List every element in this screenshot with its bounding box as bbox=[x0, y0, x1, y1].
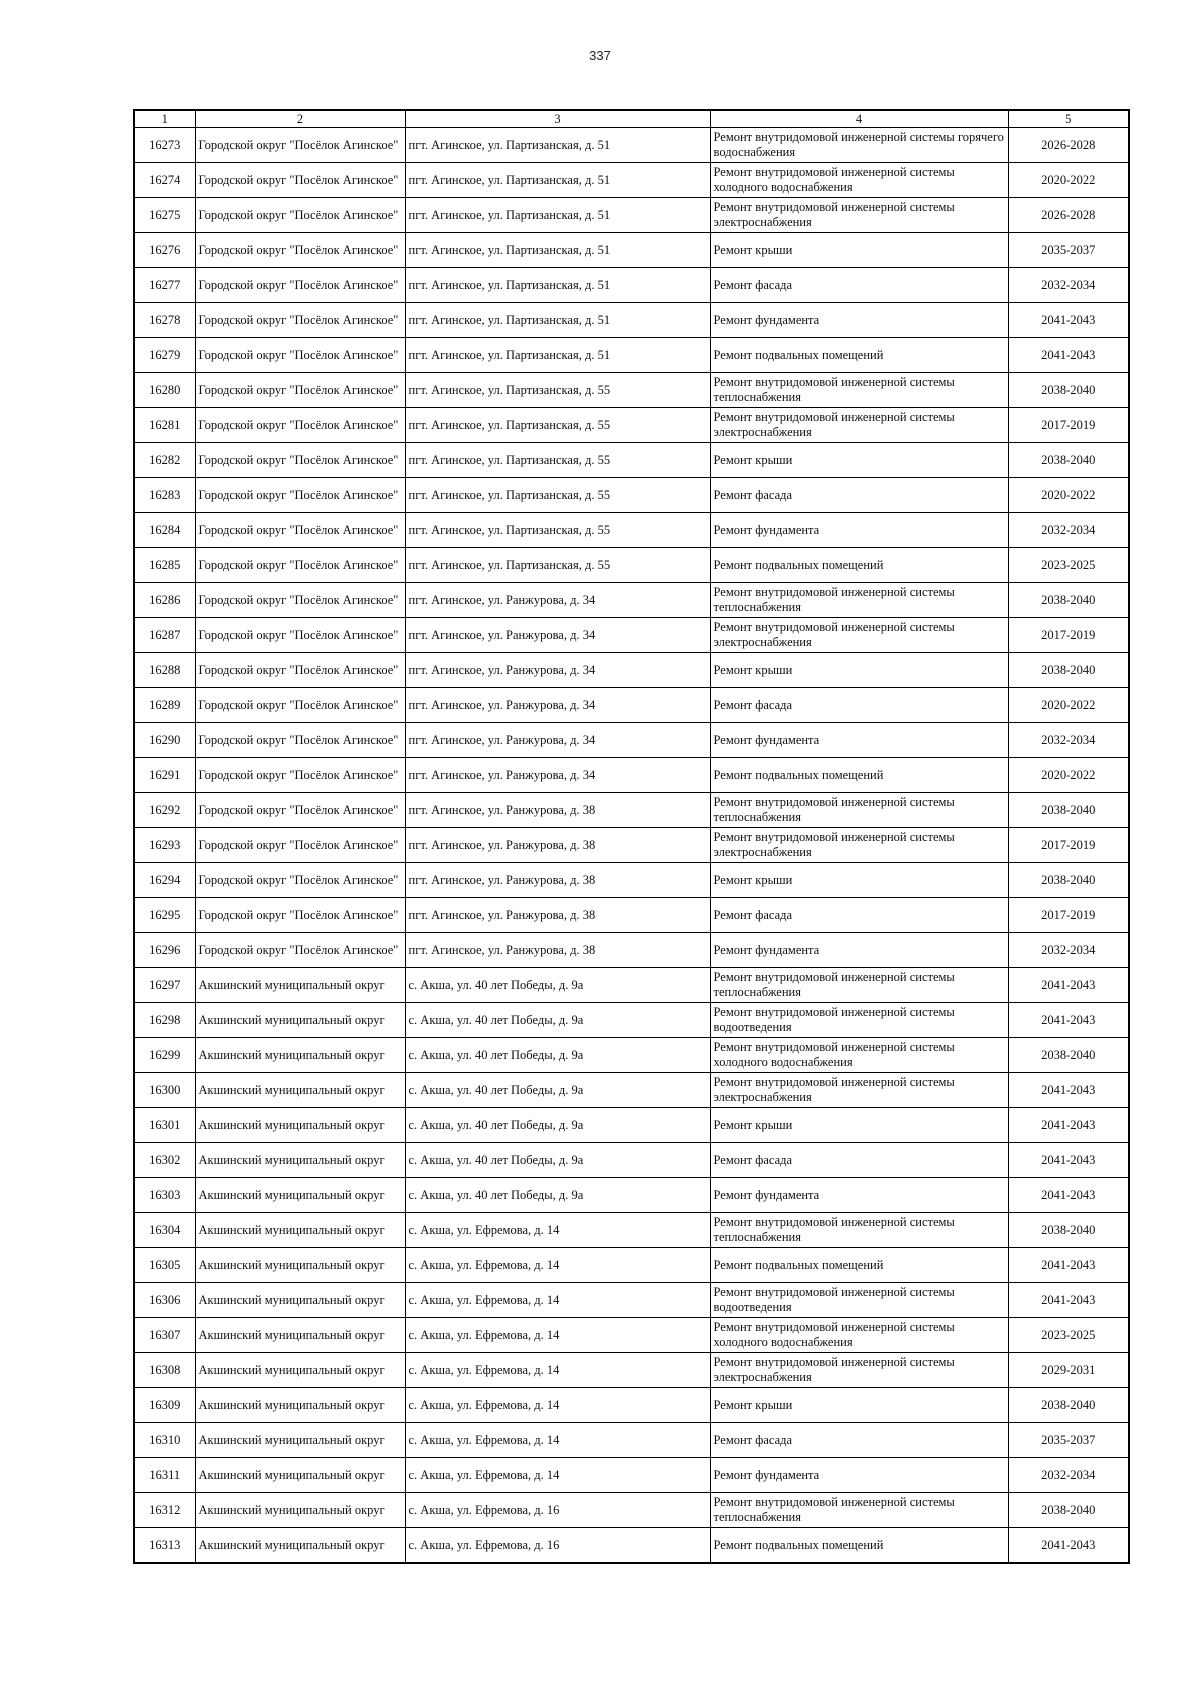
period-cell: 2038-2040 bbox=[1008, 863, 1129, 898]
row-number-cell: 16282 bbox=[134, 443, 195, 478]
address-cell: с. Акша, ул. Ефремова, д. 16 bbox=[405, 1528, 710, 1564]
period-cell: 2041-2043 bbox=[1008, 303, 1129, 338]
municipality-cell: Городской округ "Посёлок Агинское" bbox=[195, 268, 405, 303]
row-number-cell: 16277 bbox=[134, 268, 195, 303]
work-type-cell: Ремонт фундамента bbox=[710, 1178, 1008, 1213]
work-type-cell: Ремонт крыши bbox=[710, 653, 1008, 688]
table-row bbox=[134, 163, 1129, 198]
address-cell: с. Акша, ул. 40 лет Победы, д. 9а bbox=[405, 1038, 710, 1073]
period-cell: 2041-2043 bbox=[1008, 338, 1129, 373]
municipality-cell: Акшинский муниципальный округ bbox=[195, 1073, 405, 1108]
address-cell: с. Акша, ул. 40 лет Победы, д. 9а bbox=[405, 968, 710, 1003]
table-row bbox=[134, 513, 1129, 548]
address-cell: с. Акша, ул. 40 лет Победы, д. 9а bbox=[405, 1108, 710, 1143]
work-type-cell: Ремонт фасада bbox=[710, 478, 1008, 513]
address-cell: пгт. Агинское, ул. Партизанская, д. 55 bbox=[405, 478, 710, 513]
row-number-cell: 16276 bbox=[134, 233, 195, 268]
address-cell: с. Акша, ул. 40 лет Победы, д. 9а bbox=[405, 1073, 710, 1108]
work-type-cell: Ремонт фундамента bbox=[710, 933, 1008, 968]
period-cell: 2041-2043 bbox=[1008, 1143, 1129, 1178]
municipality-cell: Городской округ "Посёлок Агинское" bbox=[195, 198, 405, 233]
municipality-cell: Городской округ "Посёлок Агинское" bbox=[195, 863, 405, 898]
row-number-cell: 16301 bbox=[134, 1108, 195, 1143]
work-type-cell: Ремонт фундамента bbox=[710, 303, 1008, 338]
municipality-cell: Акшинский муниципальный округ bbox=[195, 1213, 405, 1248]
table-row bbox=[134, 373, 1129, 408]
work-type-cell: Ремонт внутридомовой инженерной системы теплоснабжения bbox=[710, 373, 1008, 408]
column-header-5: 5 bbox=[1008, 110, 1129, 128]
address-cell: пгт. Агинское, ул. Партизанская, д. 51 bbox=[405, 163, 710, 198]
row-number-cell: 16306 bbox=[134, 1283, 195, 1318]
address-cell: с. Акша, ул. 40 лет Победы, д. 9а bbox=[405, 1003, 710, 1038]
period-cell: 2038-2040 bbox=[1008, 443, 1129, 478]
address-cell: с. Акша, ул. Ефремова, д. 14 bbox=[405, 1388, 710, 1423]
address-cell: пгт. Агинское, ул. Ранжурова, д. 38 bbox=[405, 828, 710, 863]
period-cell: 2041-2043 bbox=[1008, 968, 1129, 1003]
work-type-cell: Ремонт крыши bbox=[710, 863, 1008, 898]
work-type-cell: Ремонт внутридомовой инженерной системы холодного водоснабжения bbox=[710, 1318, 1008, 1353]
municipality-cell: Акшинский муниципальный округ bbox=[195, 1143, 405, 1178]
municipality-cell: Городской округ "Посёлок Агинское" bbox=[195, 373, 405, 408]
period-cell: 2038-2040 bbox=[1008, 1038, 1129, 1073]
address-cell: с. Акша, ул. Ефремова, д. 14 bbox=[405, 1248, 710, 1283]
row-number-cell: 16313 bbox=[134, 1528, 195, 1564]
row-number-cell: 16286 bbox=[134, 583, 195, 618]
address-cell: пгт. Агинское, ул. Партизанская, д. 55 bbox=[405, 513, 710, 548]
table-row bbox=[134, 618, 1129, 653]
municipality-cell: Акшинский муниципальный округ bbox=[195, 1318, 405, 1353]
work-type-cell: Ремонт внутридомовой инженерной системы теплоснабжения bbox=[710, 1493, 1008, 1528]
column-header-3: 3 bbox=[405, 110, 710, 128]
period-cell: 2023-2025 bbox=[1008, 1318, 1129, 1353]
work-type-cell: Ремонт внутридомовой инженерной системы электроснабжения bbox=[710, 1073, 1008, 1108]
municipality-cell: Акшинский муниципальный округ bbox=[195, 1283, 405, 1318]
municipality-cell: Городской округ "Посёлок Агинское" bbox=[195, 163, 405, 198]
period-cell: 2029-2031 bbox=[1008, 1353, 1129, 1388]
municipality-cell: Акшинский муниципальный округ bbox=[195, 1388, 405, 1423]
period-cell: 2038-2040 bbox=[1008, 583, 1129, 618]
address-cell: пгт. Агинское, ул. Ранжурова, д. 34 bbox=[405, 723, 710, 758]
table-row bbox=[134, 1353, 1129, 1388]
municipality-cell: Городской округ "Посёлок Агинское" bbox=[195, 933, 405, 968]
table-row bbox=[134, 968, 1129, 1003]
municipality-cell: Городской округ "Посёлок Агинское" bbox=[195, 758, 405, 793]
period-cell: 2041-2043 bbox=[1008, 1248, 1129, 1283]
table-row bbox=[134, 758, 1129, 793]
row-number-cell: 16310 bbox=[134, 1423, 195, 1458]
column-header-1: 1 bbox=[134, 110, 195, 128]
work-type-cell: Ремонт подвальных помещений bbox=[710, 338, 1008, 373]
address-cell: пгт. Агинское, ул. Партизанская, д. 55 bbox=[405, 443, 710, 478]
municipality-cell: Городской округ "Посёлок Агинское" bbox=[195, 513, 405, 548]
row-number-cell: 16289 bbox=[134, 688, 195, 723]
row-number-cell: 16293 bbox=[134, 828, 195, 863]
table-row bbox=[134, 1143, 1129, 1178]
table-row bbox=[134, 1248, 1129, 1283]
row-number-cell: 16295 bbox=[134, 898, 195, 933]
address-cell: пгт. Агинское, ул. Партизанская, д. 55 bbox=[405, 548, 710, 583]
row-number-cell: 16292 bbox=[134, 793, 195, 828]
period-cell: 2020-2022 bbox=[1008, 688, 1129, 723]
work-type-cell: Ремонт подвальных помещений bbox=[710, 1248, 1008, 1283]
table-row bbox=[134, 828, 1129, 863]
municipality-cell: Акшинский муниципальный округ bbox=[195, 1003, 405, 1038]
table-row bbox=[134, 338, 1129, 373]
repair-schedule-table bbox=[133, 109, 1130, 1564]
row-number-cell: 16273 bbox=[134, 128, 195, 163]
period-cell: 2026-2028 bbox=[1008, 128, 1129, 163]
period-cell: 2020-2022 bbox=[1008, 758, 1129, 793]
municipality-cell: Городской округ "Посёлок Агинское" bbox=[195, 408, 405, 443]
row-number-cell: 16285 bbox=[134, 548, 195, 583]
period-cell: 2017-2019 bbox=[1008, 828, 1129, 863]
period-cell: 2017-2019 bbox=[1008, 408, 1129, 443]
work-type-cell: Ремонт внутридомовой инженерной системы теплоснабжения bbox=[710, 968, 1008, 1003]
table-row bbox=[134, 1458, 1129, 1493]
table-row bbox=[134, 1213, 1129, 1248]
row-number-cell: 16298 bbox=[134, 1003, 195, 1038]
municipality-cell: Акшинский муниципальный округ bbox=[195, 1493, 405, 1528]
table-row bbox=[134, 443, 1129, 478]
work-type-cell: Ремонт внутридомовой инженерной системы теплоснабжения bbox=[710, 1213, 1008, 1248]
table-row bbox=[134, 1108, 1129, 1143]
work-type-cell: Ремонт внутридомовой инженерной системы электроснабжения bbox=[710, 198, 1008, 233]
work-type-cell: Ремонт подвальных помещений bbox=[710, 548, 1008, 583]
work-type-cell: Ремонт внутридомовой инженерной системы холодного водоснабжения bbox=[710, 163, 1008, 198]
period-cell: 2032-2034 bbox=[1008, 933, 1129, 968]
work-type-cell: Ремонт крыши bbox=[710, 233, 1008, 268]
work-type-cell: Ремонт внутридомовой инженерной системы горячего водоснабжения bbox=[710, 128, 1008, 163]
work-type-cell: Ремонт крыши bbox=[710, 1108, 1008, 1143]
header-row bbox=[134, 110, 1129, 128]
table-row bbox=[134, 898, 1129, 933]
municipality-cell: Акшинский муниципальный округ bbox=[195, 968, 405, 1003]
address-cell: пгт. Агинское, ул. Партизанская, д. 51 bbox=[405, 128, 710, 163]
work-type-cell: Ремонт фасада bbox=[710, 268, 1008, 303]
address-cell: пгт. Агинское, ул. Партизанская, д. 51 bbox=[405, 198, 710, 233]
work-type-cell: Ремонт фасада bbox=[710, 1423, 1008, 1458]
table-row bbox=[134, 198, 1129, 233]
municipality-cell: Городской округ "Посёлок Агинское" bbox=[195, 338, 405, 373]
address-cell: пгт. Агинское, ул. Партизанская, д. 51 bbox=[405, 233, 710, 268]
work-type-cell: Ремонт фундамента bbox=[710, 723, 1008, 758]
row-number-cell: 16279 bbox=[134, 338, 195, 373]
period-cell: 2026-2028 bbox=[1008, 198, 1129, 233]
municipality-cell: Городской округ "Посёлок Агинское" bbox=[195, 828, 405, 863]
period-cell: 2041-2043 bbox=[1008, 1108, 1129, 1143]
table-row bbox=[134, 653, 1129, 688]
period-cell: 2041-2043 bbox=[1008, 1073, 1129, 1108]
table-row bbox=[134, 478, 1129, 513]
address-cell: пгт. Агинское, ул. Ранжурова, д. 34 bbox=[405, 618, 710, 653]
row-number-cell: 16309 bbox=[134, 1388, 195, 1423]
column-header-2: 2 bbox=[195, 110, 405, 128]
municipality-cell: Городской округ "Посёлок Агинское" bbox=[195, 443, 405, 478]
municipality-cell: Городской округ "Посёлок Агинское" bbox=[195, 233, 405, 268]
work-type-cell: Ремонт крыши bbox=[710, 443, 1008, 478]
municipality-cell: Городской округ "Посёлок Агинское" bbox=[195, 688, 405, 723]
table-row bbox=[134, 1528, 1129, 1564]
address-cell: пгт. Агинское, ул. Ранжурова, д. 34 bbox=[405, 758, 710, 793]
address-cell: с. Акша, ул. Ефремова, д. 14 bbox=[405, 1423, 710, 1458]
row-number-cell: 16283 bbox=[134, 478, 195, 513]
address-cell: пгт. Агинское, ул. Ранжурова, д. 34 bbox=[405, 688, 710, 723]
table-row bbox=[134, 1423, 1129, 1458]
work-type-cell: Ремонт внутридомовой инженерной системы водоотведения bbox=[710, 1283, 1008, 1318]
municipality-cell: Акшинский муниципальный округ bbox=[195, 1248, 405, 1283]
period-cell: 2032-2034 bbox=[1008, 268, 1129, 303]
period-cell: 2041-2043 bbox=[1008, 1003, 1129, 1038]
address-cell: пгт. Агинское, ул. Партизанская, д. 55 bbox=[405, 373, 710, 408]
table-row bbox=[134, 933, 1129, 968]
table-row bbox=[134, 1493, 1129, 1528]
work-type-cell: Ремонт внутридомовой инженерной системы теплоснабжения bbox=[710, 793, 1008, 828]
municipality-cell: Городской округ "Посёлок Агинское" bbox=[195, 303, 405, 338]
municipality-cell: Городской округ "Посёлок Агинское" bbox=[195, 478, 405, 513]
table-row bbox=[134, 1283, 1129, 1318]
table-row bbox=[134, 408, 1129, 443]
municipality-cell: Городской округ "Посёлок Агинское" bbox=[195, 723, 405, 758]
row-number-cell: 16300 bbox=[134, 1073, 195, 1108]
row-number-cell: 16312 bbox=[134, 1493, 195, 1528]
municipality-cell: Акшинский муниципальный округ bbox=[195, 1528, 405, 1564]
municipality-cell: Акшинский муниципальный округ bbox=[195, 1108, 405, 1143]
work-type-cell: Ремонт внутридомовой инженерной системы электроснабжения bbox=[710, 408, 1008, 443]
address-cell: пгт. Агинское, ул. Ранжурова, д. 38 bbox=[405, 933, 710, 968]
page-number: 337 bbox=[589, 48, 611, 63]
row-number-cell: 16280 bbox=[134, 373, 195, 408]
work-type-cell: Ремонт подвальных помещений bbox=[710, 758, 1008, 793]
table-row bbox=[134, 233, 1129, 268]
table-row bbox=[134, 1003, 1129, 1038]
row-number-cell: 16294 bbox=[134, 863, 195, 898]
address-cell: пгт. Агинское, ул. Ранжурова, д. 34 bbox=[405, 653, 710, 688]
municipality-cell: Городской округ "Посёлок Агинское" bbox=[195, 583, 405, 618]
row-number-cell: 16308 bbox=[134, 1353, 195, 1388]
municipality-cell: Акшинский муниципальный округ bbox=[195, 1178, 405, 1213]
row-number-cell: 16291 bbox=[134, 758, 195, 793]
column-header-4: 4 bbox=[710, 110, 1008, 128]
work-type-cell: Ремонт внутридомовой инженерной системы электроснабжения bbox=[710, 618, 1008, 653]
work-type-cell: Ремонт фасада bbox=[710, 688, 1008, 723]
municipality-cell: Акшинский муниципальный округ bbox=[195, 1038, 405, 1073]
row-number-cell: 16274 bbox=[134, 163, 195, 198]
row-number-cell: 16278 bbox=[134, 303, 195, 338]
table-row bbox=[134, 583, 1129, 618]
table-row bbox=[134, 1178, 1129, 1213]
address-cell: с. Акша, ул. Ефремова, д. 14 bbox=[405, 1458, 710, 1493]
address-cell: пгт. Агинское, ул. Партизанская, д. 51 bbox=[405, 268, 710, 303]
municipality-cell: Акшинский муниципальный округ bbox=[195, 1353, 405, 1388]
row-number-cell: 16287 bbox=[134, 618, 195, 653]
table-row bbox=[134, 688, 1129, 723]
table-row bbox=[134, 723, 1129, 758]
row-number-cell: 16305 bbox=[134, 1248, 195, 1283]
work-type-cell: Ремонт внутридомовой инженерной системы электроснабжения bbox=[710, 1353, 1008, 1388]
row-number-cell: 16307 bbox=[134, 1318, 195, 1353]
municipality-cell: Городской округ "Посёлок Агинское" bbox=[195, 898, 405, 933]
table-row bbox=[134, 128, 1129, 163]
table-header bbox=[134, 110, 1129, 128]
address-cell: пгт. Агинское, ул. Партизанская, д. 51 bbox=[405, 338, 710, 373]
work-type-cell: Ремонт фасада bbox=[710, 1143, 1008, 1178]
period-cell: 2038-2040 bbox=[1008, 1213, 1129, 1248]
municipality-cell: Городской округ "Посёлок Агинское" bbox=[195, 548, 405, 583]
row-number-cell: 16302 bbox=[134, 1143, 195, 1178]
address-cell: с. Акша, ул. 40 лет Победы, д. 9а bbox=[405, 1178, 710, 1213]
row-number-cell: 16284 bbox=[134, 513, 195, 548]
work-type-cell: Ремонт внутридомовой инженерной системы водоотведения bbox=[710, 1003, 1008, 1038]
work-type-cell: Ремонт внутридомовой инженерной системы электроснабжения bbox=[710, 828, 1008, 863]
municipality-cell: Акшинский муниципальный округ bbox=[195, 1458, 405, 1493]
period-cell: 2038-2040 bbox=[1008, 1388, 1129, 1423]
work-type-cell: Ремонт фундамента bbox=[710, 513, 1008, 548]
address-cell: с. Акша, ул. Ефремова, д. 14 bbox=[405, 1213, 710, 1248]
address-cell: с. Акша, ул. 40 лет Победы, д. 9а bbox=[405, 1143, 710, 1178]
period-cell: 2041-2043 bbox=[1008, 1528, 1129, 1564]
period-cell: 2038-2040 bbox=[1008, 1493, 1129, 1528]
period-cell: 2032-2034 bbox=[1008, 1458, 1129, 1493]
table-row bbox=[134, 1318, 1129, 1353]
period-cell: 2032-2034 bbox=[1008, 723, 1129, 758]
row-number-cell: 16297 bbox=[134, 968, 195, 1003]
municipality-cell: Городской округ "Посёлок Агинское" bbox=[195, 793, 405, 828]
municipality-cell: Городской округ "Посёлок Агинское" bbox=[195, 128, 405, 163]
period-cell: 2020-2022 bbox=[1008, 478, 1129, 513]
work-type-cell: Ремонт фундамента bbox=[710, 1458, 1008, 1493]
row-number-cell: 16303 bbox=[134, 1178, 195, 1213]
period-cell: 2035-2037 bbox=[1008, 233, 1129, 268]
table-row bbox=[134, 863, 1129, 898]
address-cell: с. Акша, ул. Ефремова, д. 14 bbox=[405, 1318, 710, 1353]
row-number-cell: 16288 bbox=[134, 653, 195, 688]
row-number-cell: 16311 bbox=[134, 1458, 195, 1493]
table-row bbox=[134, 1038, 1129, 1073]
address-cell: пгт. Агинское, ул. Ранжурова, д. 34 bbox=[405, 583, 710, 618]
work-type-cell: Ремонт фасада bbox=[710, 898, 1008, 933]
period-cell: 2038-2040 bbox=[1008, 373, 1129, 408]
row-number-cell: 16299 bbox=[134, 1038, 195, 1073]
period-cell: 2017-2019 bbox=[1008, 898, 1129, 933]
address-cell: пгт. Агинское, ул. Партизанская, д. 51 bbox=[405, 303, 710, 338]
table-row bbox=[134, 1073, 1129, 1108]
address-cell: с. Акша, ул. Ефремова, д. 16 bbox=[405, 1493, 710, 1528]
table-row bbox=[134, 268, 1129, 303]
row-number-cell: 16275 bbox=[134, 198, 195, 233]
work-type-cell: Ремонт внутридомовой инженерной системы холодного водоснабжения bbox=[710, 1038, 1008, 1073]
period-cell: 2032-2034 bbox=[1008, 513, 1129, 548]
period-cell: 2023-2025 bbox=[1008, 548, 1129, 583]
table-row bbox=[134, 548, 1129, 583]
address-cell: с. Акша, ул. Ефремова, д. 14 bbox=[405, 1353, 710, 1388]
address-cell: пгт. Агинское, ул. Ранжурова, д. 38 bbox=[405, 898, 710, 933]
work-type-cell: Ремонт внутридомовой инженерной системы теплоснабжения bbox=[710, 583, 1008, 618]
period-cell: 2020-2022 bbox=[1008, 163, 1129, 198]
municipality-cell: Акшинский муниципальный округ bbox=[195, 1423, 405, 1458]
work-type-cell: Ремонт крыши bbox=[710, 1388, 1008, 1423]
row-number-cell: 16296 bbox=[134, 933, 195, 968]
period-cell: 2038-2040 bbox=[1008, 793, 1129, 828]
period-cell: 2038-2040 bbox=[1008, 653, 1129, 688]
table-body bbox=[134, 128, 1129, 1564]
period-cell: 2041-2043 bbox=[1008, 1283, 1129, 1318]
address-cell: с. Акша, ул. Ефремова, д. 14 bbox=[405, 1283, 710, 1318]
row-number-cell: 16281 bbox=[134, 408, 195, 443]
table-row bbox=[134, 1388, 1129, 1423]
address-cell: пгт. Агинское, ул. Ранжурова, д. 38 bbox=[405, 863, 710, 898]
row-number-cell: 16290 bbox=[134, 723, 195, 758]
period-cell: 2017-2019 bbox=[1008, 618, 1129, 653]
table-row bbox=[134, 793, 1129, 828]
period-cell: 2041-2043 bbox=[1008, 1178, 1129, 1213]
address-cell: пгт. Агинское, ул. Ранжурова, д. 38 bbox=[405, 793, 710, 828]
table-row bbox=[134, 303, 1129, 338]
municipality-cell: Городской округ "Посёлок Агинское" bbox=[195, 653, 405, 688]
municipality-cell: Городской округ "Посёлок Агинское" bbox=[195, 618, 405, 653]
period-cell: 2035-2037 bbox=[1008, 1423, 1129, 1458]
address-cell: пгт. Агинское, ул. Партизанская, д. 55 bbox=[405, 408, 710, 443]
work-type-cell: Ремонт подвальных помещений bbox=[710, 1528, 1008, 1564]
row-number-cell: 16304 bbox=[134, 1213, 195, 1248]
